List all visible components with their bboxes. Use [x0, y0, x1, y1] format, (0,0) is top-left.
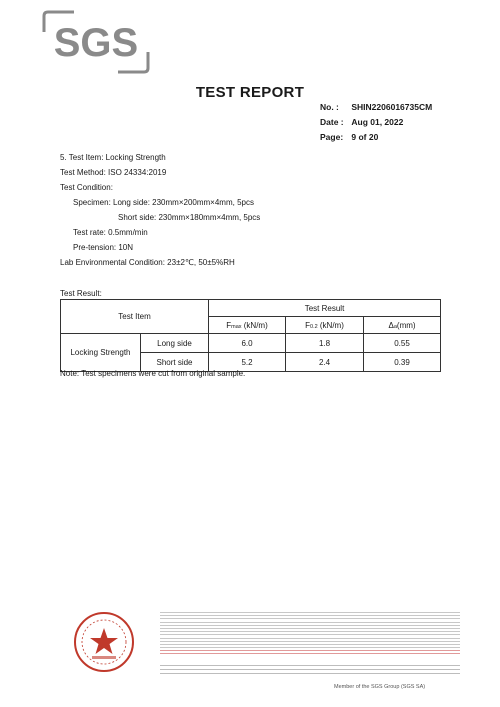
environment-line: Lab Environmental Condition: 23±2℃, 50±5%RH [60, 258, 235, 267]
f02-header [286, 317, 364, 334]
specimen-short-line: Short side: 230mm×180mm×4mm, 5pcs [118, 213, 261, 222]
meta-label: Page: [320, 132, 344, 142]
test-method-line: Test Method: ISO 24334:2019 [60, 168, 167, 177]
report-page-row [320, 130, 432, 145]
table-header-row [61, 300, 441, 317]
footer [60, 610, 440, 680]
fmax-header [209, 317, 286, 334]
delta-header [364, 317, 441, 334]
fmax-symbol: F [226, 320, 232, 330]
report-meta [320, 100, 432, 145]
report-number: SHIN2206016735CM [351, 102, 433, 112]
meta-label: No. : [320, 102, 339, 112]
result-table [60, 299, 441, 372]
test-result-header: Test Result [209, 300, 441, 317]
logo-text: SGS [53, 21, 139, 65]
member-text: Member of the SGS Group (SGS SA) [334, 684, 426, 690]
address-block [160, 665, 460, 681]
test-item-header: Test Item [61, 300, 209, 334]
specimen-long-line: Specimen: Long side: 230mm×200mm×4mm, 5pcs [73, 198, 254, 207]
note-text: Note: Test specimens were cut from original sample. [60, 369, 246, 378]
delta-cell: 0.39 [364, 353, 441, 372]
delta-subscript: a [393, 323, 397, 330]
report-date: Aug 01, 2022 [351, 117, 404, 127]
delta-cell: 0.55 [364, 334, 441, 353]
test-result-label: Test Result: [60, 289, 102, 298]
side-cell: Long side [141, 334, 209, 353]
locking-strength-cell: Locking Strength [61, 334, 141, 372]
report-title: TEST REPORT [195, 84, 305, 101]
fmax-cell: 5.2 [209, 353, 286, 372]
table-row [61, 334, 441, 353]
terms-fine-print [160, 612, 460, 657]
official-seal-icon [72, 610, 136, 674]
side-cell: Short side [141, 353, 209, 372]
fmax-cell: 6.0 [209, 334, 286, 353]
f02-unit: (kN/m) [317, 320, 344, 330]
fmax-subscript: max [231, 323, 242, 330]
fmax-unit: (kN/m) [241, 320, 268, 330]
sgs-logo [40, 10, 152, 74]
f02-cell: 1.8 [286, 334, 364, 353]
f02-cell: 2.4 [286, 353, 364, 372]
f02-symbol: F [305, 320, 311, 330]
report-date-row [320, 115, 432, 130]
delta-unit: (mm) [396, 320, 416, 330]
f02-subscript: 0.2 [310, 323, 318, 330]
report-number-row [320, 100, 432, 115]
test-item-line: 5. Test Item: Locking Strength [60, 153, 166, 162]
test-rate-line: Test rate: 0.5mm/min [73, 228, 148, 237]
report-page: 9 of 20 [351, 132, 379, 142]
pretension-line: Pre-tension: 10N [73, 243, 134, 252]
delta-symbol: Δ [388, 320, 394, 330]
meta-label: Date : [320, 117, 344, 127]
test-condition-line: Test Condition: [60, 183, 113, 192]
